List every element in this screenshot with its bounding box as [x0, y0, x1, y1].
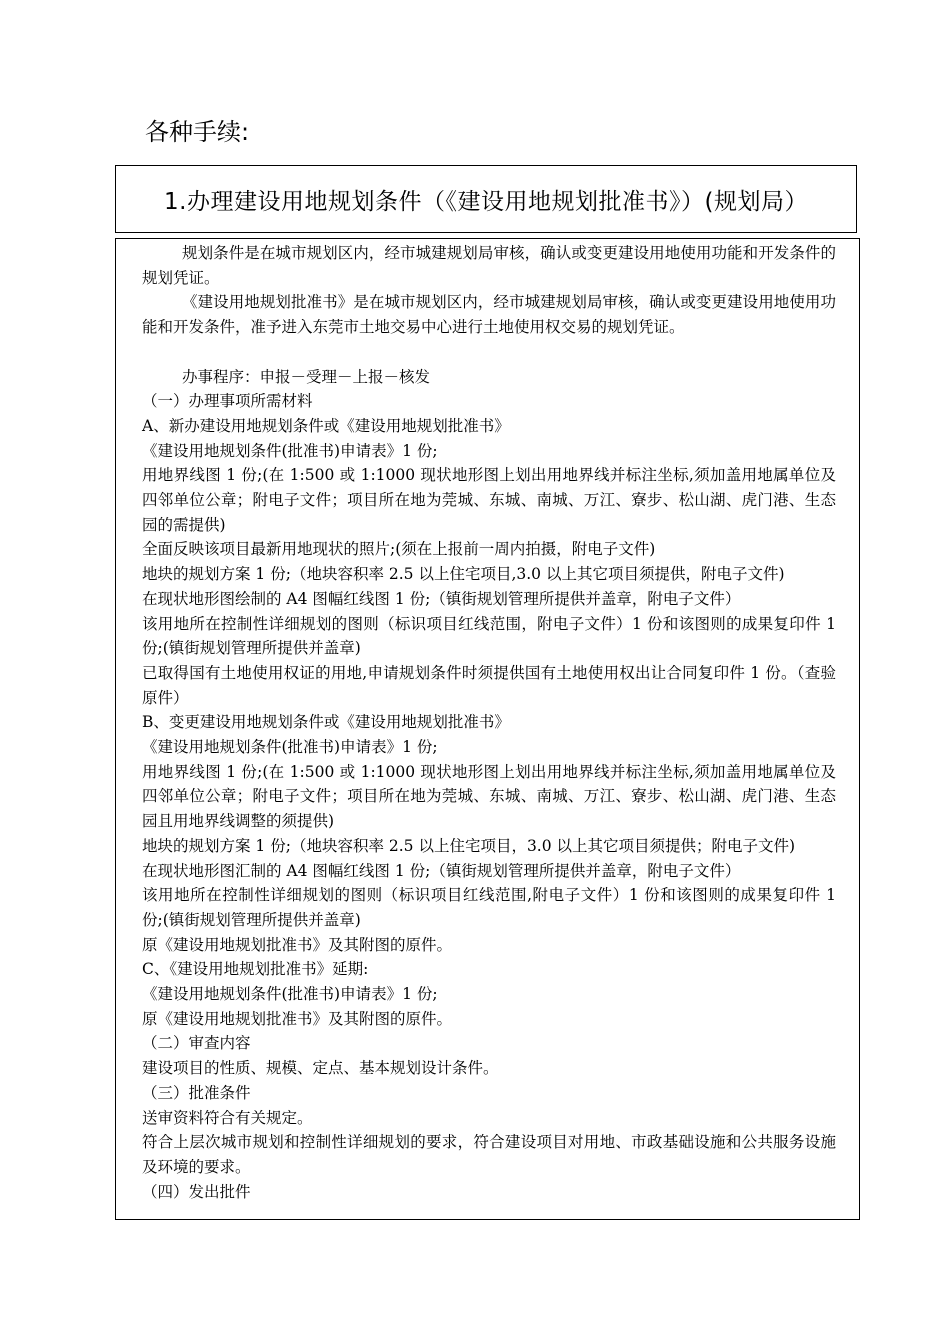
paragraph: 该用地所在控制性详细规划的图则（标识项目红线范围，附电子文件）1 份和该图则的成果复印件 1 份;(镇街规划管理所提供并盖章)	[142, 614, 836, 658]
paragraph: 已取得国有土地使用权证的用地,申请规划条件时须提供国有土地使用权出让合同复印件 1 份。（查验原件）	[142, 663, 836, 707]
paragraph: 办事程序：申报－受理－上报－核发	[182, 367, 431, 386]
paragraph: 原《建设用地规划批准书》及其附图的原件。	[142, 1009, 453, 1028]
paragraph: 《建设用地规划条件(批准书)申请表》1 份;	[142, 985, 438, 1004]
paragraph: 送审资料符合有关规定。	[142, 1108, 313, 1127]
content-body	[142, 241, 836, 1204]
paragraph: 《建设用地规划条件(批准书)申请表》1 份;	[142, 441, 438, 460]
paragraph: 全面反映该项目最新用地现状的照片;(须在上报前一周内拍摄，附电子文件)	[142, 540, 656, 559]
section-title: 1.办理建设用地规划条件（《建设用地规划批准书》）(规划局）	[164, 188, 808, 215]
blank-line	[142, 340, 836, 365]
paragraph: （二）审查内容	[142, 1034, 251, 1053]
paragraph: 该用地所在控制性详细规划的图则（标识项目红线范围,附电子文件）1 份和该图则的成果复印件 1 份;(镇街规划管理所提供并盖章)	[142, 886, 836, 929]
paragraph: （四）发出批件	[142, 1182, 251, 1201]
paragraph: 原《建设用地规划批准书》及其附图的原件。	[142, 935, 453, 954]
paragraph: 用地界线图 1 份;(在 1:500 或 1:1000 现状地形图上划出用地界线并标注坐标,须加盖用地属单位及四邻单位公章；附电子文件；项目所在地为莞城、东城、南城、万江、寮步、松山湖、虎门港、生态园的需提供)	[142, 466, 836, 534]
paragraph: 《建设用地规划条件(批准书)申请表》1 份;	[142, 738, 438, 757]
paragraph: B、变更建设用地规划条件或《建设用地规划批准书》	[142, 713, 510, 732]
paragraph: 在现状地形图绘制的 A4 图幅红线图 1 份;（镇街规划管理所提供并盖章，附电子文件）	[142, 589, 741, 608]
paragraph: （一）办理事项所需材料	[142, 392, 313, 411]
page-heading: 各种手续:	[145, 118, 250, 146]
paragraph: A、新办建设用地规划条件或《建设用地规划批准书》	[142, 416, 510, 435]
paragraph: 用地界线图 1 份;(在 1:500 或 1:1000 现状地形图上划出用地界线并标注坐标,须加盖用地属单位及四邻单位公章；附电子文件；项目所在地为莞城、东城、南城、万江、寮步、松山湖、虎门港、生态园且用地界线调整的须提供)	[142, 762, 836, 831]
title-box	[115, 165, 857, 233]
paragraph: C、《建设用地规划批准书》延期:	[142, 960, 369, 979]
paragraph: 地块的规划方案 1 份;（地块容积率 2.5 以上住宅项目,3.0 以上其它项目须提供，附电子文件)	[142, 565, 785, 584]
paragraph: 符合上层次城市规划和控制性详细规划的要求，符合建设项目对用地、市政基础设施和公共服务设施及环境的要求。	[142, 1133, 836, 1176]
paragraph: 建设项目的性质、规模、定点、基本规划设计条件。	[142, 1059, 499, 1078]
paragraph: （三）批准条件	[142, 1083, 251, 1102]
content-box	[115, 238, 860, 1220]
paragraph: 规划条件是在城市规划区内，经市城建规划局审核，确认或变更建设用地使用功能和开发条件的规划凭证。	[142, 244, 836, 287]
paragraph: 在现状地形图汇制的 A4 图幅红线图 1 份;（镇街规划管理所提供并盖章，附电子文件）	[142, 861, 741, 880]
paragraph: 地块的规划方案 1 份;（地块容积率 2.5 以上住宅项目，3.0 以上其它项目须提供；附电子文件)	[142, 836, 796, 855]
paragraph: 《建设用地规划批准书》是在城市规划区内，经市城建规划局审核，确认或变更建设用地使用功能和开发条件，准予进入东莞市土地交易中心进行土地使用权交易的规划凭证。	[142, 293, 836, 337]
